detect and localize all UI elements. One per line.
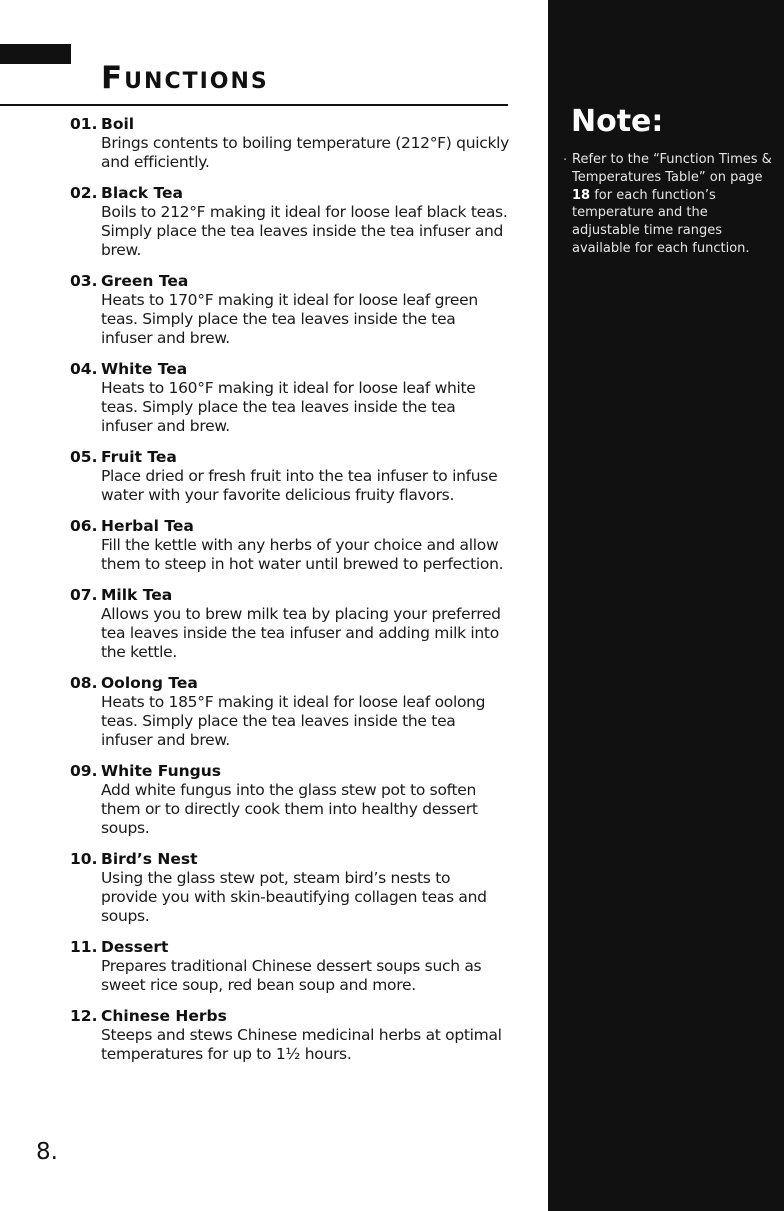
function-number: 02.: [70, 184, 98, 202]
function-number: 01.: [70, 115, 98, 133]
function-item-black-tea: [70, 183, 510, 260]
function-name: Oolong Tea: [101, 674, 198, 692]
title-divider: [0, 104, 508, 106]
note-page-reference: 18: [572, 187, 591, 203]
function-number: 07.: [70, 586, 98, 604]
function-number: 12.: [70, 1007, 98, 1025]
function-item-boil: [70, 114, 510, 172]
function-name: Fruit Tea: [101, 448, 177, 466]
function-name: Bird’s Nest: [101, 850, 198, 868]
function-name: Boil: [101, 115, 135, 133]
function-item-dessert: [70, 937, 510, 995]
function-item-white-fungus: [70, 761, 510, 838]
function-description: Fill the kettle with any herbs of your choice and allow them to steep in hot water until brewed to perfection.: [101, 536, 504, 573]
function-description: Heats to 160°F making it ideal for loose leaf white teas. Simply place the tea leaves inside the tea infuser and brew.: [101, 379, 476, 435]
function-description: Allows you to brew milk tea by placing your preferred tea leaves inside the tea infuser and adding milk into the kettle.: [101, 605, 501, 661]
function-description: Using the glass stew pot, steam bird’s nests to provide you with skin-beautifying collagen teas and soups.: [101, 869, 487, 925]
note-text-after: for each function’s temperature and the adjustable time ranges available for each function.: [572, 187, 750, 256]
function-name: Herbal Tea: [101, 517, 194, 535]
function-name: Green Tea: [101, 272, 189, 290]
note-title: Note:: [571, 104, 664, 139]
functions-list: [70, 114, 510, 1075]
function-name: Milk Tea: [101, 586, 173, 604]
function-item-milk-tea: [70, 585, 510, 662]
function-number: 05.: [70, 448, 98, 466]
function-description: Heats to 185°F making it ideal for loose leaf oolong teas. Simply place the tea leaves inside the tea infuser and brew.: [101, 693, 486, 749]
function-item-oolong-tea: [70, 673, 510, 750]
function-name: Dessert: [101, 938, 169, 956]
function-item-white-tea: [70, 359, 510, 436]
function-name: Black Tea: [101, 184, 183, 202]
function-name: Chinese Herbs: [101, 1007, 227, 1025]
function-number: 03.: [70, 272, 98, 290]
page-number: 8.: [36, 1139, 58, 1165]
function-number: 04.: [70, 360, 98, 378]
function-description: Steeps and stews Chinese medicinal herbs at optimal temperatures for up to 1½ hours.: [101, 1026, 502, 1063]
function-description: Boils to 212°F making it ideal for loose leaf black teas. Simply place the tea leaves inside the tea infuser and brew.: [101, 203, 508, 259]
header-tab-bar: [0, 44, 71, 64]
function-item-birds-nest: [70, 849, 510, 926]
function-number: 10.: [70, 850, 98, 868]
note-text: [572, 151, 772, 258]
function-name: White Tea: [101, 360, 188, 378]
function-number: 08.: [70, 674, 98, 692]
page-title: Functions: [101, 60, 269, 96]
note-panel: [548, 0, 784, 1211]
function-item-fruit-tea: [70, 447, 510, 505]
function-name: White Fungus: [101, 762, 222, 780]
function-description: Heats to 170°F making it ideal for loose leaf green teas. Simply place the tea leaves inside the tea infuser and brew.: [101, 291, 478, 347]
function-item-chinese-herbs: [70, 1006, 510, 1064]
function-item-herbal-tea: [70, 516, 510, 574]
function-number: 11.: [70, 938, 98, 956]
function-description: Place dried or fresh fruit into the tea infuser to infuse water with your favorite delicious fruity flavors.: [101, 467, 498, 504]
note-text-before: Refer to the “Function Times & Temperatures Table” on page: [572, 152, 772, 185]
function-description: Brings contents to boiling temperature (212°F) quickly and efficiently.: [101, 134, 510, 171]
function-description: Add white fungus into the glass stew pot to soften them or to directly cook them into healthy dessert soups.: [101, 781, 478, 837]
function-description: Prepares traditional Chinese dessert soups such as sweet rice soup, red bean soup and more.: [101, 957, 482, 994]
function-number: 06.: [70, 517, 98, 535]
note-bullet: ·: [563, 153, 568, 168]
function-number: 09.: [70, 762, 98, 780]
function-item-green-tea: [70, 271, 510, 348]
